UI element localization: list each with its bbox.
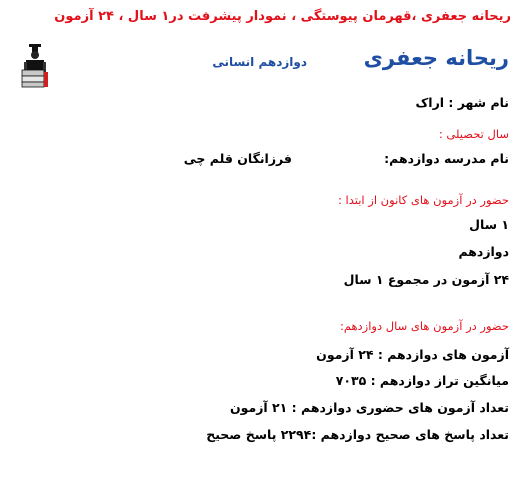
graduate-with-books-logo bbox=[20, 44, 50, 88]
attendance-start-heading: حضور در آزمون های کانون از ابتدا : bbox=[338, 193, 509, 207]
headline: ریحانه جعفری ،قهرمان پیوستگی ، نمودار پیشرفت در۱ سال ، ۲۴ آزمون bbox=[54, 9, 511, 24]
attendance-grade: دوازدهم bbox=[458, 244, 509, 259]
attendance-total: ۲۴ آزمون در مجموع ۱ سال bbox=[343, 272, 509, 287]
student-name: ریحانه جعفری bbox=[363, 46, 509, 70]
academic-year-label: سال تحصیلی : bbox=[438, 127, 509, 141]
grade12-exams: آزمون های دوازدهم : ۲۴ آزمون bbox=[316, 347, 509, 362]
grade-field: دوازدهم انسانی bbox=[212, 55, 307, 69]
grade12-average-score: میانگین تراز دوازدهم : ۷۰۳۵ bbox=[335, 373, 509, 388]
city-line: نام شهر : اراک bbox=[415, 95, 509, 110]
grade12-heading: حضور در آزمون های سال دوازدهم: bbox=[339, 319, 509, 333]
school-label: نام مدرسه دوازدهم: bbox=[384, 151, 509, 166]
grade12-in-person-exams: تعداد آزمون های حضوری دوازدهم : ۲۱ آزمون bbox=[229, 400, 509, 415]
school-value: فرزانگان قلم چی bbox=[183, 151, 292, 166]
attendance-duration: ۱ سال bbox=[469, 217, 509, 232]
grade12-correct-answers: تعداد پاسخ های صحیح دوازدهم :۲۲۹۴ پاسخ صحیح bbox=[206, 427, 509, 442]
